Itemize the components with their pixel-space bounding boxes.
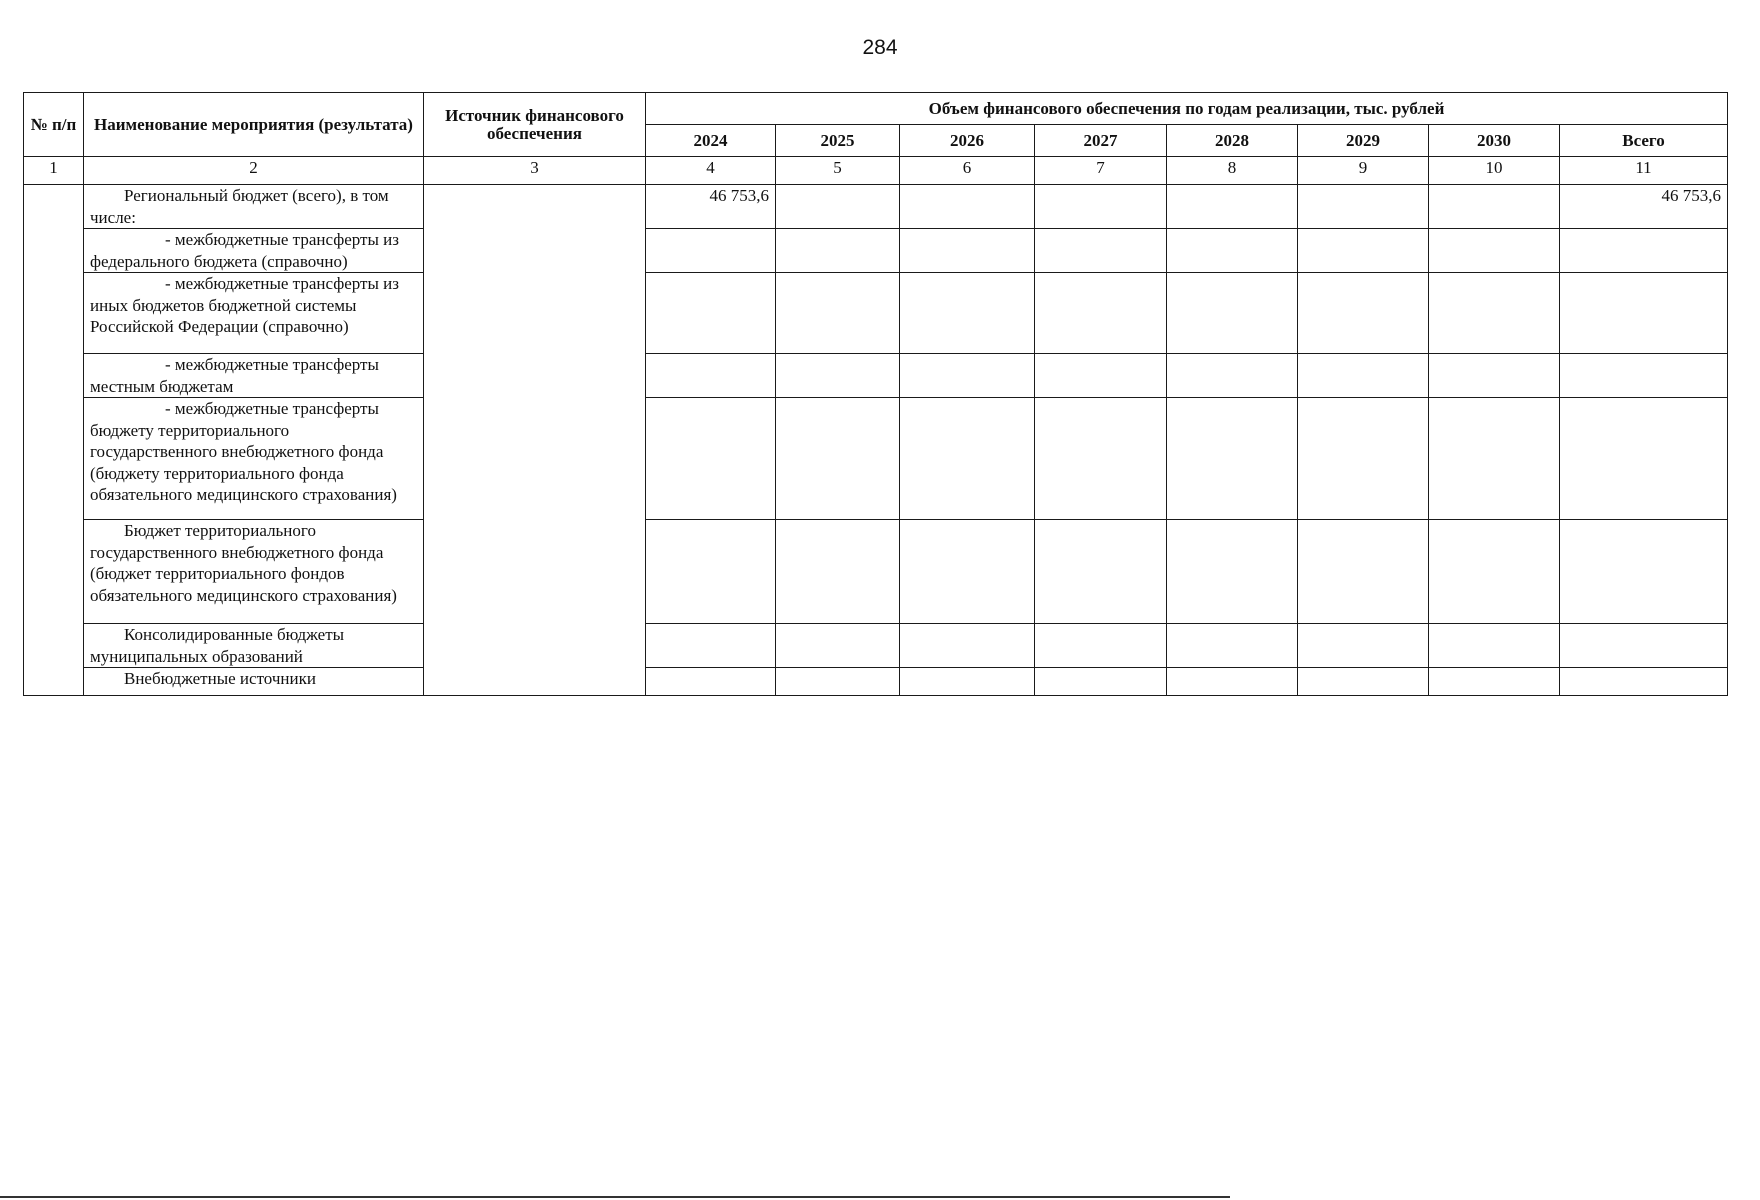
row-label-cell: [84, 520, 424, 624]
year-value-cell: [1298, 229, 1429, 273]
row-label: - межбюджетные трансферты бюджету территориального государственного внебюджетного фонда (бюджету территориального фонда обязательного медицинского страхования): [90, 399, 397, 504]
year-value-cell: [1035, 398, 1167, 520]
column-number-cell: 11: [1560, 157, 1728, 185]
table-row: [24, 354, 1728, 398]
total-value-cell: 46 753,6: [1560, 185, 1728, 229]
header-year-6: 2030: [1429, 125, 1560, 157]
year-value-cell: [776, 229, 900, 273]
year-value-cell: [646, 229, 776, 273]
total-value-cell: [1560, 624, 1728, 668]
table-row: [24, 229, 1728, 273]
year-value-cell: [1429, 273, 1560, 354]
year-value-cell: [1429, 354, 1560, 398]
year-value-cell: [1429, 229, 1560, 273]
year-value-cell: [900, 229, 1035, 273]
year-value-cell: [1035, 273, 1167, 354]
year-value-cell: [1429, 668, 1560, 696]
row-label: Бюджет территориального государственного внебюджетного фонда (бюджет территориального фондов обязательного медицинского страхования): [90, 521, 397, 605]
year-value-cell: [1429, 398, 1560, 520]
year-value-cell: [646, 273, 776, 354]
column-number-cell: 7: [1035, 157, 1167, 185]
table-row: [24, 520, 1728, 624]
total-value-cell: [1560, 520, 1728, 624]
year-value-cell: [1298, 273, 1429, 354]
year-value-cell: [1429, 624, 1560, 668]
row-label-cell: [84, 354, 424, 398]
bottom-rule: [0, 1196, 1230, 1198]
year-value-cell: [1429, 185, 1560, 229]
year-value-cell: [646, 668, 776, 696]
header-year-2: 2026: [900, 125, 1035, 157]
year-value-cell: [1298, 520, 1429, 624]
column-number-cell: 5: [776, 157, 900, 185]
year-value-cell: [1167, 520, 1298, 624]
year-value-cell: [646, 398, 776, 520]
year-value-cell: [776, 273, 900, 354]
row-label-cell: [84, 668, 424, 696]
year-value-cell: [1298, 354, 1429, 398]
header-total: Всего: [1560, 125, 1728, 157]
header-number: № п/п: [24, 93, 84, 157]
row-label-cell: [84, 185, 424, 229]
year-value-cell: [1167, 185, 1298, 229]
year-value-cell: [1298, 185, 1429, 229]
year-value-cell: [776, 398, 900, 520]
table-row: [24, 668, 1728, 696]
year-value-cell: [776, 520, 900, 624]
header-year-0: 2024: [646, 125, 776, 157]
column-number-cell: 6: [900, 157, 1035, 185]
year-value-cell: [1167, 668, 1298, 696]
year-value-cell: [646, 624, 776, 668]
year-value-cell: [1167, 229, 1298, 273]
header-volume: Объем финансового обеспечения по годам реализации, тыс. рублей: [646, 93, 1728, 125]
year-value-cell: [776, 668, 900, 696]
year-value-cell: [900, 354, 1035, 398]
column-number-cell: 2: [84, 157, 424, 185]
year-value-cell: [1167, 624, 1298, 668]
total-value-cell: [1560, 273, 1728, 354]
year-value-cell: [1035, 520, 1167, 624]
column-numbers-row: [24, 157, 1728, 185]
year-value-cell: [646, 354, 776, 398]
row-label-cell: [84, 229, 424, 273]
header-year-1: 2025: [776, 125, 900, 157]
year-value-cell: [1167, 398, 1298, 520]
year-value-cell: [776, 624, 900, 668]
year-value-cell: [776, 354, 900, 398]
year-value-cell: [1035, 668, 1167, 696]
table-row: [24, 273, 1728, 354]
table-row: [24, 185, 1728, 229]
header-year-3: 2027: [1035, 125, 1167, 157]
year-value-cell: [1298, 398, 1429, 520]
year-value-cell: [900, 624, 1035, 668]
year-value-cell: [900, 398, 1035, 520]
header-year-5: 2029: [1298, 125, 1429, 157]
column-number-cell: 3: [424, 157, 646, 185]
year-value-cell: [1035, 229, 1167, 273]
row-label-cell: [84, 624, 424, 668]
row-label: Консолидированные бюджеты муниципальных образований: [90, 625, 345, 666]
year-value-cell: [1035, 185, 1167, 229]
year-value-cell: [1298, 668, 1429, 696]
column-number-cell: 1: [24, 157, 84, 185]
year-value-cell: [900, 520, 1035, 624]
year-value-cell: [900, 185, 1035, 229]
column-number-cell: 4: [646, 157, 776, 185]
year-value-cell: [1167, 354, 1298, 398]
row-label-cell: [84, 398, 424, 520]
table-row: [24, 624, 1728, 668]
header-year-4: 2028: [1167, 125, 1298, 157]
row-label: - межбюджетные трансферты из федерального бюджета (справочно): [90, 230, 399, 271]
year-value-cell: [1035, 624, 1167, 668]
row-number-cell: [24, 185, 84, 696]
column-number-cell: 9: [1298, 157, 1429, 185]
year-value-cell: [1167, 273, 1298, 354]
total-value-cell: [1560, 398, 1728, 520]
column-number-cell: 8: [1167, 157, 1298, 185]
year-value-cell: [776, 185, 900, 229]
row-label: Региональный бюджет (всего), в том числе:: [90, 186, 389, 227]
table-body: [24, 157, 1728, 696]
row-label-cell: [84, 273, 424, 354]
row-label: - межбюджетные трансферты местным бюджетам: [90, 355, 379, 396]
header-source: Источник финансового обеспечения: [424, 93, 646, 157]
year-value-cell: 46 753,6: [646, 185, 776, 229]
total-value-cell: [1560, 354, 1728, 398]
row-label: - межбюджетные трансферты из иных бюджетов бюджетной системы Российской Федерации (справочно): [90, 274, 399, 336]
year-value-cell: [1298, 624, 1429, 668]
total-value-cell: [1560, 229, 1728, 273]
financing-table: [23, 92, 1728, 696]
year-value-cell: [900, 668, 1035, 696]
year-value-cell: [900, 273, 1035, 354]
source-cell: [424, 185, 646, 696]
column-number-cell: 10: [1429, 157, 1560, 185]
total-value-cell: [1560, 668, 1728, 696]
year-value-cell: [1429, 520, 1560, 624]
year-value-cell: [1035, 354, 1167, 398]
year-value-cell: [646, 520, 776, 624]
table-row: [24, 398, 1728, 520]
row-label: Внебюджетные источники: [124, 669, 316, 688]
header-name: Наименование мероприятия (результата): [84, 93, 424, 157]
page-number: 284: [862, 36, 898, 59]
